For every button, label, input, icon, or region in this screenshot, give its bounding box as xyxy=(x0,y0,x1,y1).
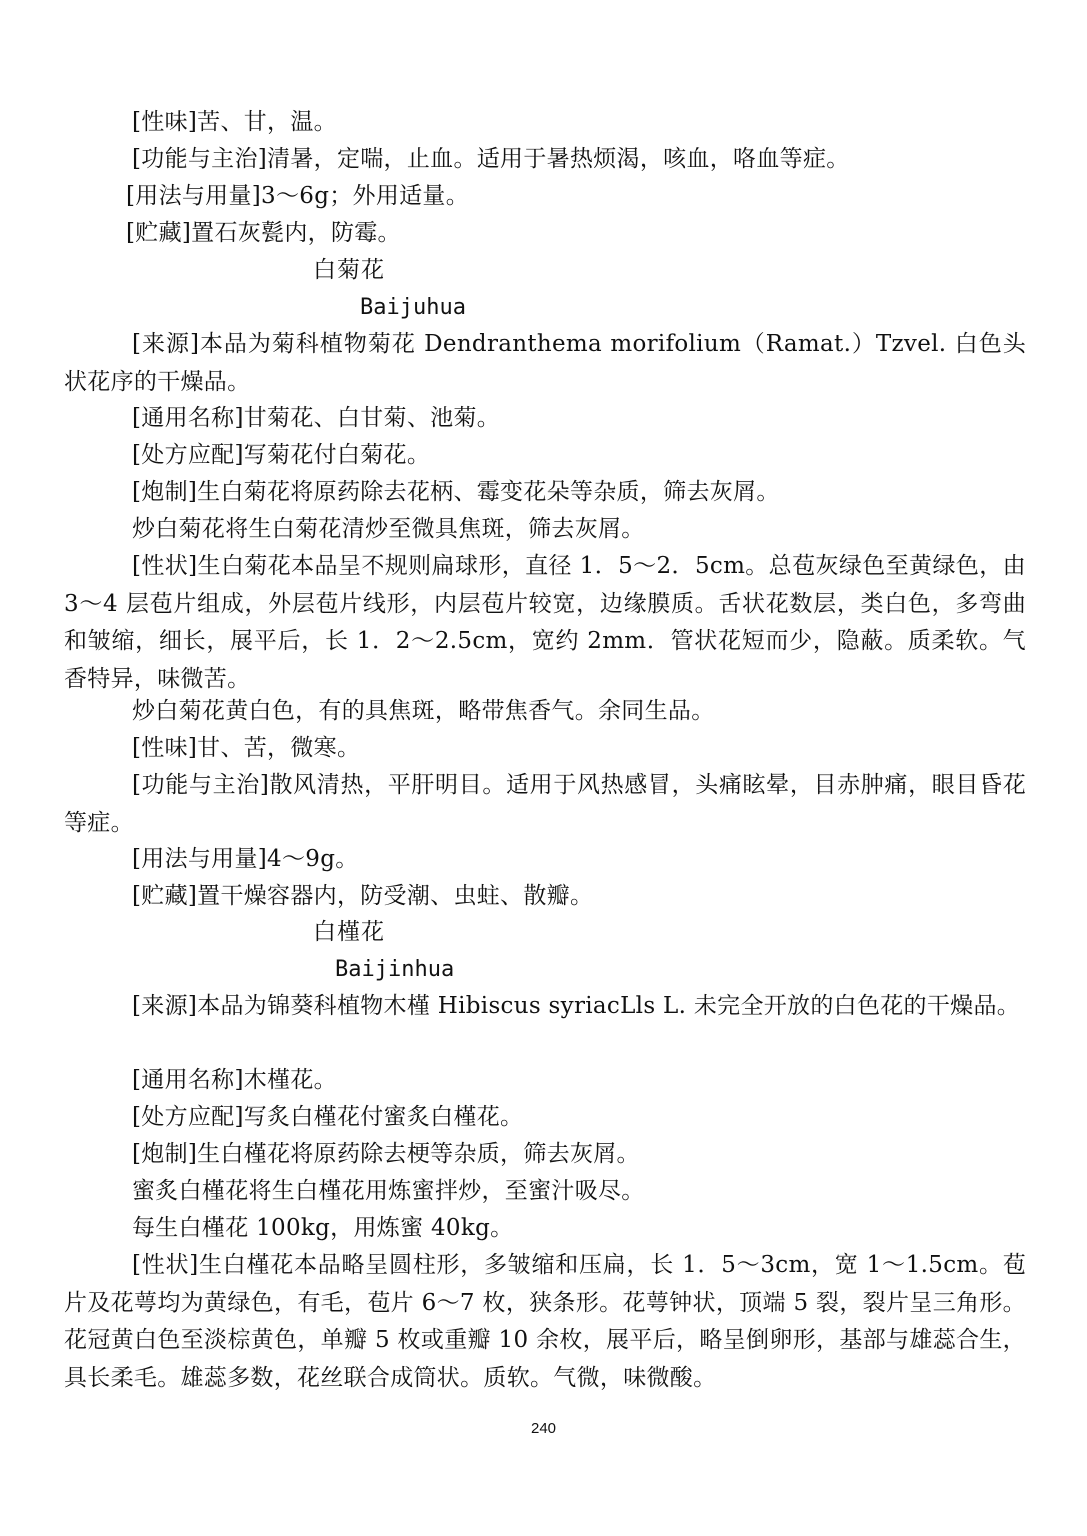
paragraph-taste: [性味]甘、苦，微寒。 xyxy=(132,735,361,761)
paragraph-processing: [炮制]生白槿花将原药除去梗等杂质，筛去灰屑。 xyxy=(132,1141,640,1167)
paragraph-storage: [贮藏]置干燥容器内，防受潮、虫蛀、散瓣。 xyxy=(132,883,594,909)
paragraph-source: [来源]本品为菊科植物菊花 Dendranthema morifolium（Ramat.）Tzvel. 白色头状花序的干燥品。 xyxy=(64,331,1026,395)
paragraph-source: [来源]本品为锦葵科植物木槿 Hibiscus syriacLls L. 未完全开放的白色花的干燥品。 xyxy=(132,993,1021,1019)
paragraph-characteristics: [性状]生白菊花本品呈不规则扁球形，直径 1．5～2．5cm。总苞灰绿色至黄绿色，由 3～4 层苞片组成，外层苞片线形，内层苞片较宽，边缘膜质。舌状花数层，类白色，多弯曲和皱缩，细长，展平后，长 1．2～2.5cm，宽约 2mm．管状花短而少，隐蔽。质柔软。气香特异，味微苦。 xyxy=(64,553,1026,692)
paragraph-characteristics: [性状]生白槿花本品略呈圆柱形，多皱缩和压扁，长 1．5～3cm，宽 1～1.5cm。苞片及花萼均为黄绿色，有毛，苞片 6～7 枚，狭条形。花萼钟状，顶端 5 裂，裂片呈三角形。花冠黄白色至淡棕黄色，单瓣 5 枚或重瓣 10 余枚，展平后，略呈倒卵形，基部与雄蕊合生，具长柔毛。雄蕊多数，花丝联合成筒状。质软。气微，味微酸。 xyxy=(64,1252,1026,1391)
paragraph-characteristics-fried: 炒白菊花黄白色，有的具焦斑，略带焦香气。余同生品。 xyxy=(132,698,715,724)
entry-title-pinyin: Baijinhua xyxy=(335,957,455,982)
paragraph-storage: [贮藏]置石灰甏内，防霉。 xyxy=(126,220,401,246)
paragraph-prescription: [处方应配]写菊花付白菊花。 xyxy=(132,442,431,468)
paragraph-prescription: [处方应配]写炙白槿花付蜜炙白槿花。 xyxy=(132,1104,524,1130)
paragraph-common-names: [通用名称]甘菊花、白甘菊、池菊。 xyxy=(132,405,501,431)
paragraph-function: [功能与主治]清暑，定喘，止血。适用于暑热烦渴，咳血，咯血等症。 xyxy=(132,146,850,172)
paragraph-usage: [用法与用量]4～9g。 xyxy=(132,846,359,872)
paragraph-processing-fried: 炒白菊花将生白菊花清炒至微具焦斑，筛去灰屑。 xyxy=(132,516,645,542)
paragraph-function: [功能与主治]散风清热，平肝明目。适用于风热感冒，头痛眩晕，目赤肿痛，眼目昏花等症。 xyxy=(64,772,1026,836)
page-number: 240 xyxy=(530,1420,557,1437)
paragraph-processing-ratio: 每生白槿花 100kg，用炼蜜 40kg。 xyxy=(132,1215,514,1241)
paragraph-taste: [性味]苦、甘，温。 xyxy=(132,109,337,135)
entry-title-pinyin: Baijuhua xyxy=(360,295,466,320)
paragraph-common-names: [通用名称]木槿花。 xyxy=(132,1067,337,1093)
paragraph-processing-honey: 蜜炙白槿花将生白槿花用炼蜜拌炒，至蜜汁吸尽。 xyxy=(132,1178,645,1204)
paragraph-processing: [炮制]生白菊花将原药除去花柄、霉变花朵等杂质，筛去灰屑。 xyxy=(132,479,780,505)
entry-title-chinese: 白槿花 xyxy=(313,919,385,945)
entry-title-chinese: 白菊花 xyxy=(313,257,385,283)
paragraph-usage: [用法与用量]3～6g；外用适量。 xyxy=(126,183,470,209)
